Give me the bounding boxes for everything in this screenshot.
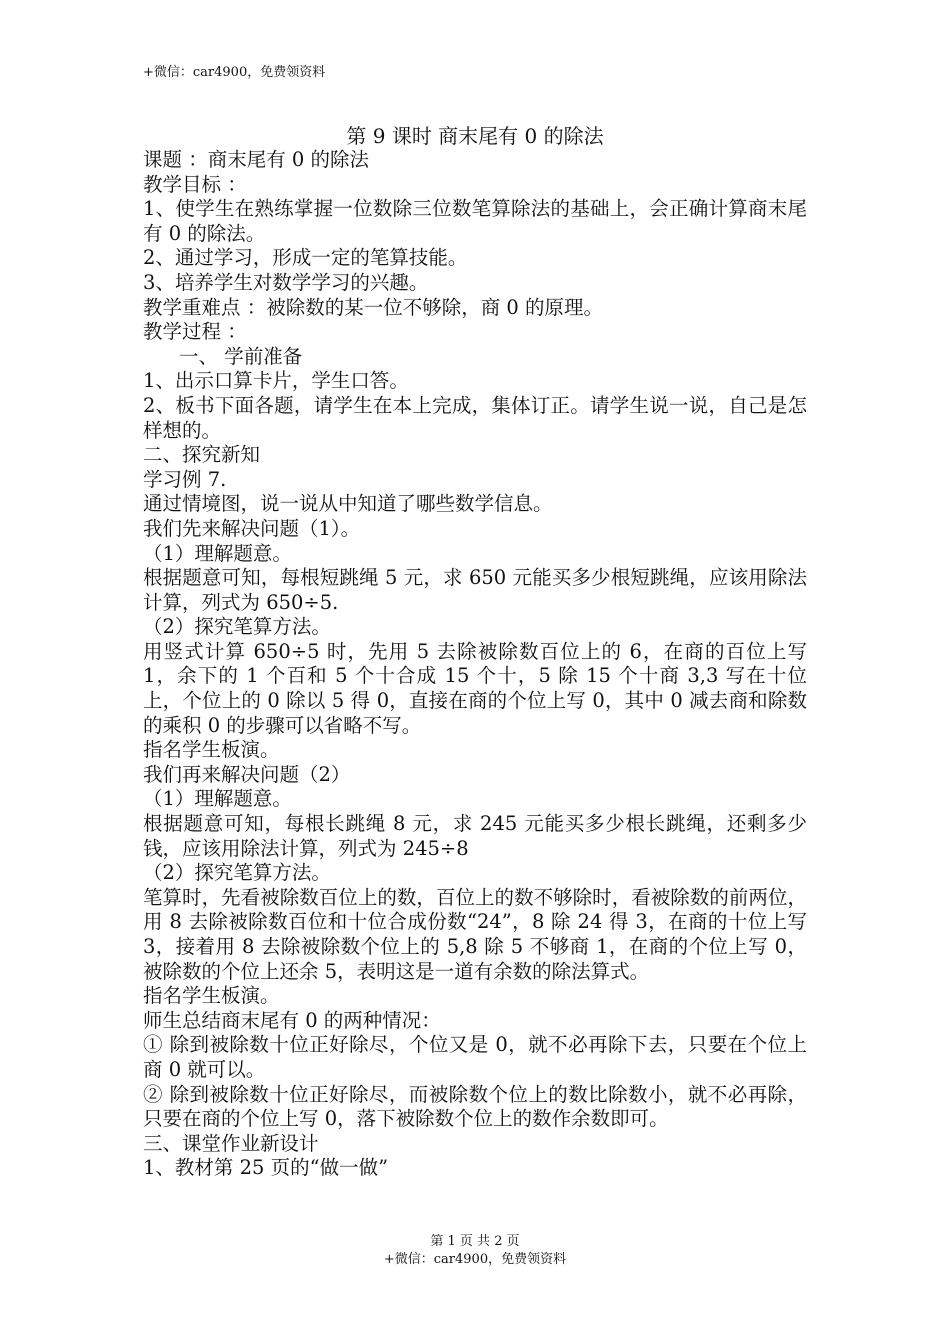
document-body: [143, 148, 807, 1181]
paragraph-text: 通过情境图，说一说从中知道了哪些数学信息。: [143, 492, 553, 516]
section-heading-1: 一、 学前准备: [179, 344, 303, 368]
paragraph-case-1: ① 除到被除数十位正好除尽，个位又是 0，就不必再除下去，只要在个位上商 0 就可以。: [143, 1033, 807, 1081]
paragraph-substep: （2）探究笔算方法。: [143, 861, 331, 885]
paragraph-text: 我们先来解决问题（1）。: [143, 516, 361, 540]
paragraph-substep: （1）理解题意。: [143, 787, 292, 811]
document-title: 第 9 课时 商末尾有 0 的除法: [346, 124, 604, 148]
paragraph-substep: （1）理解题意。: [143, 541, 292, 565]
footer-note: +微信：car4900，免费领资料: [383, 1252, 567, 1267]
paragraph-text: 根据题意可知，每根短跳绳 5 元，求 650 元能买多少根短跳绳，应该用除法计算，列式为 650÷5.: [143, 566, 807, 614]
paragraph-topic: 课题 ：商末尾有 0 的除法: [143, 148, 370, 171]
paragraph-text: 我们再来解决问题（2）: [143, 762, 351, 786]
paragraph-goal-2: 2、通过学习，形成一定的笔算技能。: [143, 246, 468, 270]
paragraph-example: 学习例 7.: [143, 467, 227, 491]
header-note: +微信：car4900，免费领资料: [143, 65, 326, 80]
paragraph-goals-heading: 教学目标 ：: [143, 172, 247, 196]
paragraph-text: 根据题意可知，每根长跳绳 8 元，求 245 元能买多少根长跳绳，还剩多少钱，应该用除法计算，列式为 245÷8: [143, 812, 807, 860]
paragraph-substep: （2）探究笔算方法。: [143, 615, 331, 639]
paragraph-text: 1、教材第 25 页的“做一做”: [143, 1156, 389, 1180]
paragraph-step: 2、板书下面各题，请学生在本上完成，集体订正。请学生说一说，自己是怎样想的。: [143, 393, 807, 442]
paragraph-process-heading: 教学过程 ：: [143, 320, 247, 344]
paragraph-goal-1: 1、使学生在熟练掌握一位数除三位数笔算除法的基础上，会正确计算商末尾有 0 的除法。: [143, 197, 807, 245]
paragraph-goal-3: 3、培养学生对数学学习的兴趣。: [143, 270, 429, 294]
paragraph-step: 1、出示口算卡片，学生口答。: [143, 369, 409, 393]
paragraph-text: 用竖式计算 650÷5 时，先用 5 去除被除数百位上的 6，在商的百位上写 1，余下的 1 个百和 5 个十合成 15 个十，5 除 15 个十商 3,3 写在十位上，个位上的 0 除以 5 得 0，直接在商的个位上写 0，其中 0 减去商和除数的乘积 0 的步骤可以省略不写。: [143, 639, 807, 737]
paragraph-text: 笔算时，先看被除数百位上的数，百位上的数不够除时，看被除数的前两位，用 8 去除被除数百位和十位合成份数“24”，8 除 24 得 3，在商的十位上写 3，接着用 8 去除被除数个位上的 5,8 除 5 不够商 1，在商的个位上写 0，被除数的个位上还余 5，表明这是一道有余数的除法算式。: [143, 885, 807, 983]
paragraph-key-difficulty: 教学重难点 ：被除数的某一位不够除，商 0 的原理。: [143, 295, 604, 319]
section-heading-3: 三、课堂作业新设计: [143, 1131, 319, 1155]
paragraph-case-2: ② 除到被除数十位正好除尽，而被除数个位上的数比除数小，就不必再除，只要在商的个位上写 0，落下被除数个位上的数作余数即可。: [143, 1082, 807, 1131]
page-number: 第 1 页 共 2 页: [430, 1234, 520, 1249]
section-heading-2: 二、探究新知: [143, 443, 261, 467]
paragraph-text: 师生总结商末尾有 0 的两种情况：: [143, 1008, 441, 1032]
paragraph-text: 指名学生板演。: [143, 984, 280, 1008]
paragraph-text: 指名学生板演。: [143, 738, 280, 762]
